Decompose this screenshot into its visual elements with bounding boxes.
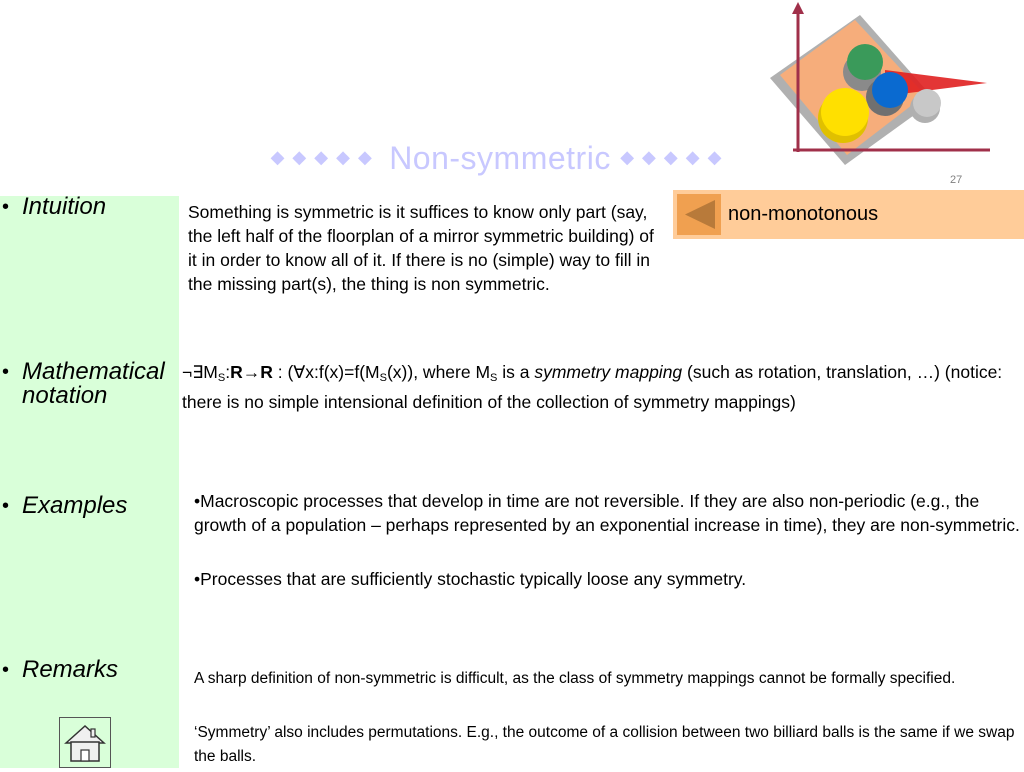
triangle-left-icon [677, 194, 721, 235]
nav-link-non-monotonous[interactable]: non-monotonous [728, 203, 879, 225]
bullet-label-line1: Mathematical [22, 358, 165, 385]
bullet-dot: • [2, 659, 10, 681]
bullet-dot: • [2, 196, 10, 218]
home-button[interactable] [59, 717, 111, 768]
remark-item: A sharp definition of non-symmetric is difficult, as the class of symmetry mappings cannot be formally specified. [194, 670, 956, 687]
math-italic: symmetry mapping [534, 362, 683, 382]
title-right-dots: ◆◆◆◆◆ [620, 147, 730, 167]
remark-item: ‘Symmetry’ also includes permutations. E.g., the outcome of a collision between two billiard balls is the same if we swap the balls. [194, 724, 1015, 765]
math-colon: : [225, 362, 231, 382]
math-sub: S [490, 372, 498, 384]
home-icon [60, 718, 110, 767]
math-middle-end: (x)), where M [386, 362, 491, 382]
bullet-label: Examples [22, 492, 128, 519]
bullet-label: Remarks [22, 656, 119, 683]
title-left-dots: ◆◆◆◆◆ [270, 147, 380, 167]
math-r2: R [260, 362, 273, 382]
title-text: Non-symmetric [389, 140, 611, 176]
math-sub: S [379, 372, 387, 384]
bullet-label: Intuition [22, 193, 107, 220]
slide-title [0, 140, 1000, 177]
math-sub: S [217, 372, 226, 384]
intuition-text: Something is symmetric is it suffices to know only part (say, the left half of the floorplan of a mirror symmetric building) of it in order to know all of it. If there is no (simple) way to fill in the missing part(s), the thing is non symmetric. [188, 202, 654, 294]
math-rest: (such as rotation, translation, …) (notice: there is no simple intensional definition of the collection of symmetry mappings) [182, 362, 1003, 412]
example-item: •Macroscopic processes that develop in time are not reversible. If they are also non-periodic (e.g., the growth of a population – perhaps represented by an exponential increase in time), they are non-symmetric. [194, 491, 1020, 535]
example-item: •Processes that are sufficiently stochastic typically loose any symmetry. [194, 569, 747, 589]
bullet-label-line2: notation [22, 382, 108, 409]
slide-number: 27 [950, 174, 963, 186]
bullet-dot: • [2, 495, 10, 517]
math-r1: R [230, 362, 243, 382]
math-arrow: → [242, 362, 261, 382]
math-prefix: ¬∃M [182, 362, 218, 382]
back-button[interactable] [677, 194, 721, 235]
math-notation-text [182, 360, 1020, 414]
math-is-a: is a [497, 362, 535, 382]
bullet-dot: • [2, 361, 10, 383]
math-middle: : (∀x:f(x)=f(M [272, 362, 380, 382]
